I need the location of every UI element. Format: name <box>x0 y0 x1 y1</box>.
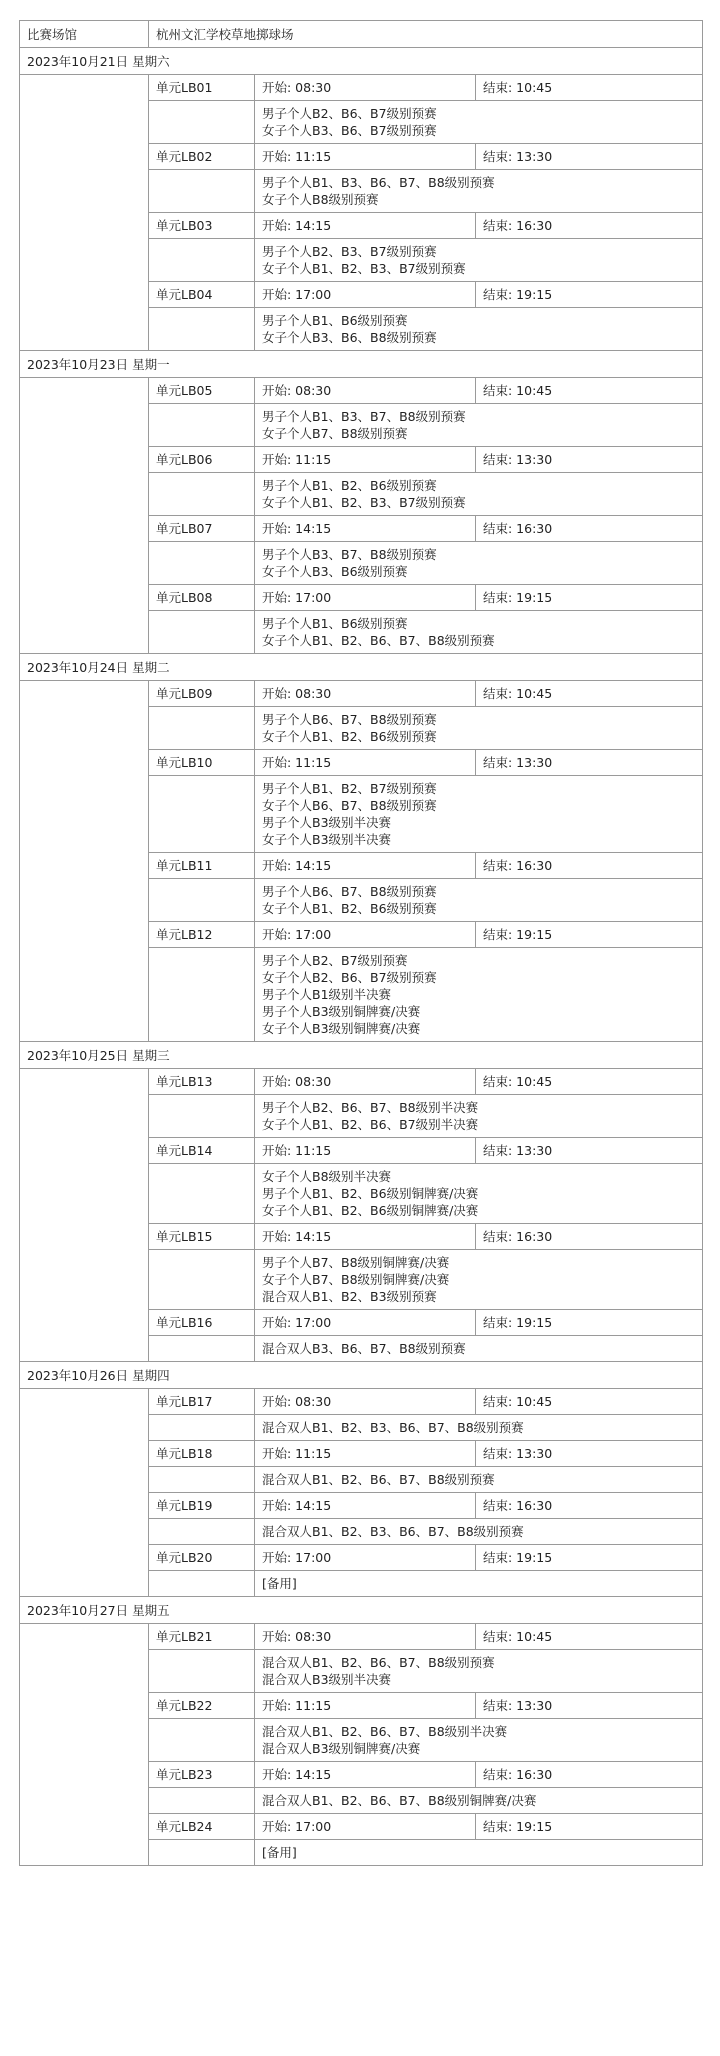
event-line: 男子个人B1、B6级别预赛 <box>262 616 408 631</box>
day-blank-cell <box>20 1069 149 1362</box>
event-line: 女子个人B3级别铜牌赛/决赛 <box>262 1021 421 1036</box>
session-start: 开始: 14:15 <box>255 213 476 239</box>
session-end: 结束: 10:45 <box>476 1069 703 1095</box>
event-line: 女子个人B8级别半决赛 <box>262 1169 392 1184</box>
event-line: 混合双人B1、B2、B3、B6、B7、B8级别预赛 <box>262 1524 524 1539</box>
event-line: 男子个人B1、B6级别预赛 <box>262 313 408 328</box>
event-line: 男子个人B3级别铜牌赛/决赛 <box>262 1004 421 1019</box>
session-events <box>255 1788 703 1814</box>
session-unit: 单元LB07 <box>149 516 255 542</box>
session-events <box>255 542 703 585</box>
day-date: 2023年10月21日 星期六 <box>20 48 703 75</box>
session-start: 开始: 08:30 <box>255 378 476 404</box>
session-end: 结束: 19:15 <box>476 1310 703 1336</box>
event-line: 男子个人B1、B2、B7级别预赛 <box>262 781 437 796</box>
schedule-table <box>19 20 703 1866</box>
session-unit-blank <box>149 1719 255 1762</box>
event-line: 男子个人B1、B3、B7、B8级别预赛 <box>262 409 466 424</box>
session-unit: 单元LB09 <box>149 681 255 707</box>
session-unit: 单元LB06 <box>149 447 255 473</box>
session-unit: 单元LB15 <box>149 1224 255 1250</box>
session-unit-blank <box>149 1095 255 1138</box>
session-events <box>255 776 703 853</box>
session-unit: 单元LB08 <box>149 585 255 611</box>
event-line: 混合双人B3级别半决赛 <box>262 1672 392 1687</box>
session-unit-blank <box>149 239 255 282</box>
session-unit: 单元LB13 <box>149 1069 255 1095</box>
session-unit-blank <box>149 404 255 447</box>
session-unit: 单元LB22 <box>149 1693 255 1719</box>
session-unit: 单元LB12 <box>149 922 255 948</box>
session-start: 开始: 11:15 <box>255 447 476 473</box>
event-line: 男子个人B2、B6、B7级别预赛 <box>262 106 437 121</box>
session-start: 开始: 14:15 <box>255 1493 476 1519</box>
session-unit-blank <box>149 1467 255 1493</box>
session-unit: 单元LB16 <box>149 1310 255 1336</box>
session-start: 开始: 14:15 <box>255 853 476 879</box>
session-end: 结束: 16:30 <box>476 516 703 542</box>
event-line: 女子个人B1、B2、B6级别预赛 <box>262 729 437 744</box>
session-start: 开始: 14:15 <box>255 1762 476 1788</box>
session-end: 结束: 13:30 <box>476 1138 703 1164</box>
session-end: 结束: 13:30 <box>476 447 703 473</box>
session-unit-blank <box>149 776 255 853</box>
session-unit-blank <box>149 1415 255 1441</box>
session-unit: 单元LB24 <box>149 1814 255 1840</box>
session-end: 结束: 19:15 <box>476 1545 703 1571</box>
session-row <box>20 75 703 101</box>
session-end: 结束: 19:15 <box>476 1814 703 1840</box>
session-end: 结束: 16:30 <box>476 213 703 239</box>
session-unit-blank <box>149 542 255 585</box>
event-line: 混合双人B1、B2、B6、B7、B8级别铜牌赛/决赛 <box>262 1793 537 1808</box>
session-unit: 单元LB19 <box>149 1493 255 1519</box>
session-unit-blank <box>149 948 255 1042</box>
session-unit: 单元LB20 <box>149 1545 255 1571</box>
event-line: 混合双人B1、B2、B6、B7、B8级别半决赛 <box>262 1724 508 1739</box>
session-start: 开始: 17:00 <box>255 585 476 611</box>
event-line: 混合双人B3级别铜牌赛/决赛 <box>262 1741 421 1756</box>
day-blank-cell <box>20 75 149 351</box>
session-unit-blank <box>149 1519 255 1545</box>
session-unit: 单元LB14 <box>149 1138 255 1164</box>
session-events <box>255 1336 703 1362</box>
day-blank-cell <box>20 378 149 654</box>
event-line: 男子个人B6、B7、B8级别预赛 <box>262 884 437 899</box>
event-line: 女子个人B1、B2、B6级别预赛 <box>262 901 437 916</box>
session-start: 开始: 08:30 <box>255 75 476 101</box>
session-unit-blank <box>149 879 255 922</box>
event-line: 混合双人B3、B6、B7、B8级别预赛 <box>262 1341 466 1356</box>
event-line: 男子个人B1、B2、B6级别预赛 <box>262 478 437 493</box>
event-line: 女子个人B1、B2、B6、B7级别半决赛 <box>262 1117 479 1132</box>
event-line: 女子个人B3、B6、B7级别预赛 <box>262 123 437 138</box>
session-unit-blank <box>149 1250 255 1310</box>
session-end: 结束: 10:45 <box>476 1389 703 1415</box>
session-end: 结束: 10:45 <box>476 378 703 404</box>
session-end: 结束: 19:15 <box>476 585 703 611</box>
session-end: 结束: 16:30 <box>476 1224 703 1250</box>
day-row <box>20 1362 703 1389</box>
event-line: 男子个人B1级别半决赛 <box>262 987 392 1002</box>
event-line: [备用] <box>262 1576 297 1591</box>
session-start: 开始: 11:15 <box>255 750 476 776</box>
session-start: 开始: 08:30 <box>255 1069 476 1095</box>
session-events <box>255 948 703 1042</box>
session-events <box>255 308 703 351</box>
session-unit: 单元LB01 <box>149 75 255 101</box>
session-end: 结束: 13:30 <box>476 750 703 776</box>
session-events <box>255 1650 703 1693</box>
session-events <box>255 1095 703 1138</box>
session-events <box>255 1467 703 1493</box>
event-line: 男子个人B6、B7、B8级别预赛 <box>262 712 437 727</box>
session-row <box>20 681 703 707</box>
day-blank-cell <box>20 681 149 1042</box>
session-end: 结束: 10:45 <box>476 75 703 101</box>
day-row <box>20 654 703 681</box>
event-line: 女子个人B1、B2、B6级别铜牌赛/决赛 <box>262 1203 479 1218</box>
session-unit-blank <box>149 1840 255 1866</box>
event-line: 女子个人B1、B2、B3、B7级别预赛 <box>262 261 466 276</box>
session-unit-blank <box>149 473 255 516</box>
session-unit: 单元LB04 <box>149 282 255 308</box>
session-end: 结束: 16:30 <box>476 853 703 879</box>
event-line: [备用] <box>262 1845 297 1860</box>
session-unit: 单元LB17 <box>149 1389 255 1415</box>
session-unit-blank <box>149 1164 255 1224</box>
event-line: 女子个人B7、B8级别预赛 <box>262 426 408 441</box>
session-row <box>20 1069 703 1095</box>
session-events <box>255 1415 703 1441</box>
session-end: 结束: 13:30 <box>476 1693 703 1719</box>
event-line: 混合双人B1、B2、B3级别预赛 <box>262 1289 437 1304</box>
day-date: 2023年10月26日 星期四 <box>20 1362 703 1389</box>
session-row <box>20 1389 703 1415</box>
session-events <box>255 879 703 922</box>
day-date: 2023年10月24日 星期二 <box>20 654 703 681</box>
event-line: 男子个人B2、B3、B7级别预赛 <box>262 244 437 259</box>
session-unit: 单元LB05 <box>149 378 255 404</box>
session-start: 开始: 14:15 <box>255 516 476 542</box>
session-unit: 单元LB02 <box>149 144 255 170</box>
event-line: 混合双人B1、B2、B6、B7、B8级别预赛 <box>262 1655 495 1670</box>
session-end: 结束: 19:15 <box>476 282 703 308</box>
schedule-body <box>20 21 703 1866</box>
session-unit-blank <box>149 1650 255 1693</box>
session-start: 开始: 11:15 <box>255 144 476 170</box>
session-events <box>255 1719 703 1762</box>
session-events <box>255 611 703 654</box>
day-row <box>20 351 703 378</box>
event-line: 女子个人B1、B2、B6、B7、B8级别预赛 <box>262 633 495 648</box>
session-end: 结束: 10:45 <box>476 681 703 707</box>
session-unit-blank <box>149 1571 255 1597</box>
day-date: 2023年10月23日 星期一 <box>20 351 703 378</box>
session-start: 开始: 17:00 <box>255 922 476 948</box>
day-blank-cell <box>20 1389 149 1597</box>
session-events <box>255 1571 703 1597</box>
event-line: 男子个人B2、B7级别预赛 <box>262 953 408 968</box>
event-line: 女子个人B1、B2、B3、B7级别预赛 <box>262 495 466 510</box>
session-unit-blank <box>149 170 255 213</box>
event-line: 女子个人B8级别预赛 <box>262 192 379 207</box>
session-events <box>255 473 703 516</box>
event-line: 女子个人B2、B6、B7级别预赛 <box>262 970 437 985</box>
session-start: 开始: 17:00 <box>255 1310 476 1336</box>
session-unit-blank <box>149 308 255 351</box>
event-line: 女子个人B3、B6、B8级别预赛 <box>262 330 437 345</box>
session-end: 结束: 19:15 <box>476 922 703 948</box>
session-unit-blank <box>149 1336 255 1362</box>
session-start: 开始: 08:30 <box>255 1624 476 1650</box>
day-date: 2023年10月25日 星期三 <box>20 1042 703 1069</box>
session-events <box>255 239 703 282</box>
session-start: 开始: 11:15 <box>255 1441 476 1467</box>
event-line: 混合双人B1、B2、B6、B7、B8级别预赛 <box>262 1472 495 1487</box>
session-events <box>255 101 703 144</box>
day-row <box>20 1042 703 1069</box>
session-row <box>20 378 703 404</box>
session-events <box>255 1840 703 1866</box>
event-line: 男子个人B7、B8级别铜牌赛/决赛 <box>262 1255 450 1270</box>
day-date: 2023年10月27日 星期五 <box>20 1597 703 1624</box>
session-unit: 单元LB10 <box>149 750 255 776</box>
session-unit: 单元LB11 <box>149 853 255 879</box>
session-unit-blank <box>149 1788 255 1814</box>
session-end: 结束: 13:30 <box>476 1441 703 1467</box>
session-unit-blank <box>149 611 255 654</box>
event-line: 女子个人B3级别半决赛 <box>262 832 392 847</box>
session-start: 开始: 11:15 <box>255 1138 476 1164</box>
session-end: 结束: 16:30 <box>476 1493 703 1519</box>
session-unit: 单元LB03 <box>149 213 255 239</box>
session-events <box>255 170 703 213</box>
session-start: 开始: 17:00 <box>255 1814 476 1840</box>
event-line: 男子个人B2、B6、B7、B8级别半决赛 <box>262 1100 479 1115</box>
session-end: 结束: 13:30 <box>476 144 703 170</box>
session-end: 结束: 16:30 <box>476 1762 703 1788</box>
day-row <box>20 1597 703 1624</box>
day-row <box>20 48 703 75</box>
session-unit-blank <box>149 707 255 750</box>
event-line: 男子个人B1、B2、B6级别铜牌赛/决赛 <box>262 1186 479 1201</box>
session-start: 开始: 17:00 <box>255 282 476 308</box>
session-events <box>255 404 703 447</box>
event-line: 女子个人B6、B7、B8级别预赛 <box>262 798 437 813</box>
event-line: 混合双人B1、B2、B3、B6、B7、B8级别预赛 <box>262 1420 524 1435</box>
session-unit: 单元LB18 <box>149 1441 255 1467</box>
session-events <box>255 1250 703 1310</box>
session-unit-blank <box>149 101 255 144</box>
event-line: 女子个人B3、B6级别预赛 <box>262 564 408 579</box>
venue-name: 杭州文汇学校草地掷球场 <box>149 21 703 48</box>
event-line: 男子个人B3、B7、B8级别预赛 <box>262 547 437 562</box>
session-end: 结束: 10:45 <box>476 1624 703 1650</box>
session-events <box>255 707 703 750</box>
session-events <box>255 1164 703 1224</box>
session-events <box>255 1519 703 1545</box>
session-start: 开始: 14:15 <box>255 1224 476 1250</box>
day-blank-cell <box>20 1624 149 1866</box>
session-start: 开始: 11:15 <box>255 1693 476 1719</box>
session-unit: 单元LB21 <box>149 1624 255 1650</box>
header-row <box>20 21 703 48</box>
session-start: 开始: 08:30 <box>255 1389 476 1415</box>
session-start: 开始: 08:30 <box>255 681 476 707</box>
event-line: 男子个人B1、B3、B6、B7、B8级别预赛 <box>262 175 495 190</box>
session-row <box>20 1624 703 1650</box>
event-line: 男子个人B3级别半决赛 <box>262 815 392 830</box>
session-unit: 单元LB23 <box>149 1762 255 1788</box>
session-start: 开始: 17:00 <box>255 1545 476 1571</box>
venue-label: 比赛场馆 <box>20 21 149 48</box>
event-line: 女子个人B7、B8级别铜牌赛/决赛 <box>262 1272 450 1287</box>
